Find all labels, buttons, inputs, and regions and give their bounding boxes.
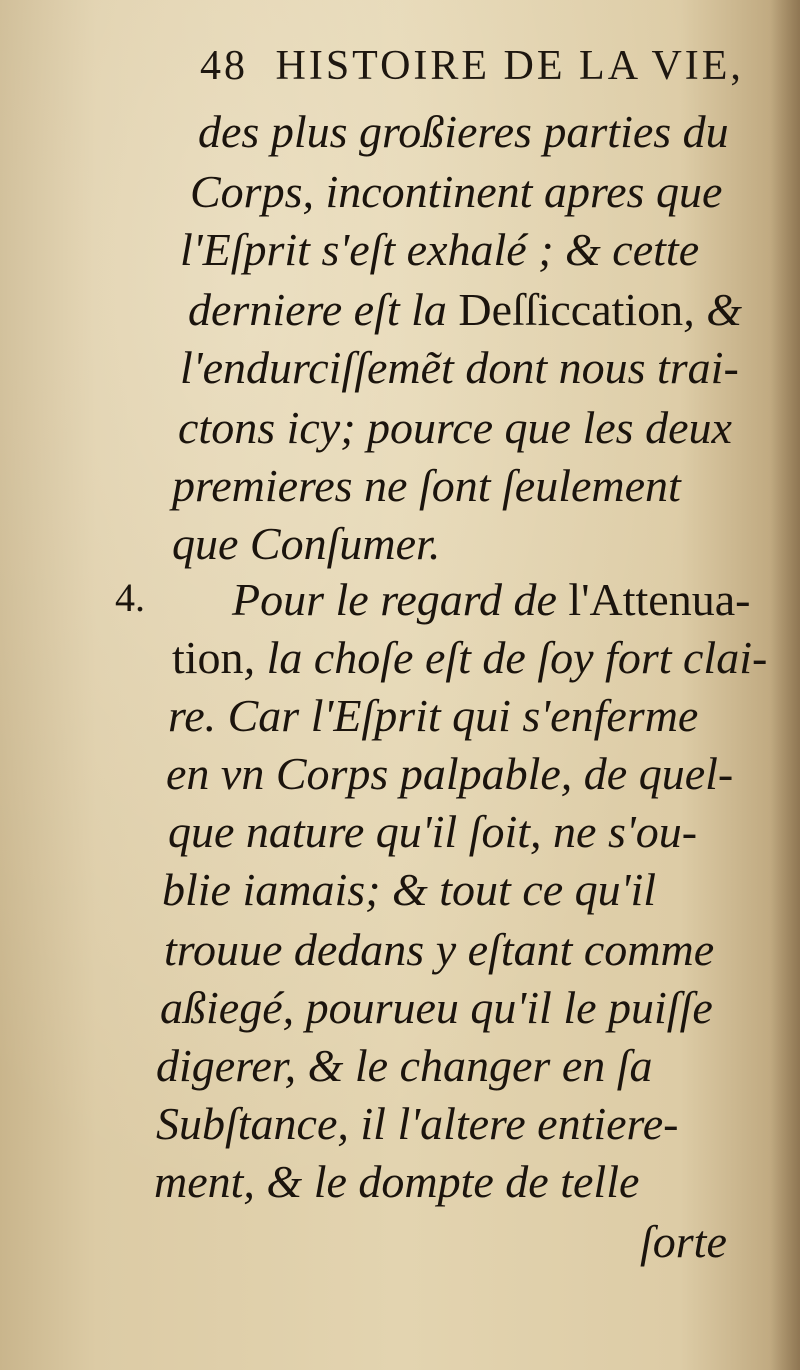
- line-content: [168, 800, 697, 864]
- text-segment: derniere eſt la: [188, 284, 459, 335]
- line-content: [164, 918, 714, 982]
- line-content: [172, 512, 440, 576]
- text-line: [198, 100, 800, 164]
- text-line: [168, 800, 800, 864]
- text-segment: Deſſiccation: [458, 284, 684, 335]
- text-line: [156, 1092, 800, 1156]
- line-content: [168, 684, 698, 748]
- text-segment: ſorte: [640, 1216, 727, 1267]
- text-line: [156, 1034, 800, 1098]
- line-content: [160, 976, 713, 1040]
- text-segment: en vn Corps palpable, de quel-: [166, 748, 734, 799]
- line-content: [640, 1210, 727, 1274]
- text-segment: ment, & le dompte de telle: [154, 1156, 640, 1207]
- text-segment: re. Car l'Eſprit qui s'enferme: [168, 690, 699, 741]
- margin-number: 4.: [115, 575, 145, 620]
- text-line: [180, 218, 800, 282]
- text-line: [168, 684, 800, 748]
- line-content: [180, 218, 699, 282]
- line-content: [162, 858, 656, 922]
- line-content: [156, 1092, 679, 1156]
- text-segment: trouue dedans y eſtant comme: [164, 924, 715, 975]
- line-content: [154, 1150, 639, 1214]
- text-line: [640, 1210, 800, 1274]
- text-segment: Corps, incontinent apres que: [190, 166, 723, 217]
- text-line: [154, 1150, 800, 1214]
- text-segment: tion: [172, 632, 244, 683]
- text-segment: que Conſumer.: [172, 518, 441, 569]
- line-content: [178, 396, 732, 460]
- line-content: [180, 336, 739, 400]
- text-segment: digerer, & le changer en ſa: [156, 1040, 653, 1091]
- line-content: [156, 1034, 653, 1098]
- text-segment: aßiegé, pourueu qu'il le puiſſe: [160, 982, 713, 1033]
- line-content: [198, 100, 729, 164]
- text-segment: , &: [683, 284, 742, 335]
- text-line: [172, 512, 800, 576]
- text-line: [188, 278, 800, 342]
- text-line: [232, 568, 800, 632]
- line-content: [190, 160, 722, 224]
- text-segment: que nature qu'il ſoit, ne s'ou-: [168, 806, 698, 857]
- line-content: [232, 568, 750, 632]
- text-line: [172, 454, 800, 518]
- text-segment: des plus großieres parties du: [198, 106, 729, 157]
- text-line: [178, 396, 800, 460]
- line-content: [166, 742, 733, 806]
- text-segment: l'Attenua-: [568, 574, 751, 625]
- text-segment: , la choſe eſt de ſoy fort clai-: [243, 632, 768, 683]
- line-content: [172, 454, 681, 518]
- running-header: [200, 42, 780, 90]
- text-segment: Subſtance, il l'altere entiere-: [156, 1098, 679, 1149]
- text-line: [164, 918, 800, 982]
- text-segment: l'endurciſſemẽt dont nous trai-: [180, 342, 739, 393]
- text-segment: l'Eſprit s'eſt exhalé ; & cette: [180, 224, 700, 275]
- line-content: [172, 626, 767, 690]
- text-line: [166, 742, 800, 806]
- text-line: [190, 160, 800, 224]
- line-content: [188, 278, 742, 342]
- text-segment: Pour le regard de: [232, 574, 569, 625]
- text-segment: premieres ne ſont ſeulement: [172, 460, 681, 511]
- page-number: 48: [200, 43, 248, 89]
- text-line: [160, 976, 800, 1040]
- text-line: [172, 626, 800, 690]
- text-segment: blie iamais; & tout ce qu'il: [162, 864, 657, 915]
- text-segment: ctons icy; pource que les deux: [178, 402, 732, 453]
- running-title: HISTOIRE DE LA VIE,: [275, 43, 744, 89]
- text-line: [162, 858, 800, 922]
- text-line: [180, 336, 800, 400]
